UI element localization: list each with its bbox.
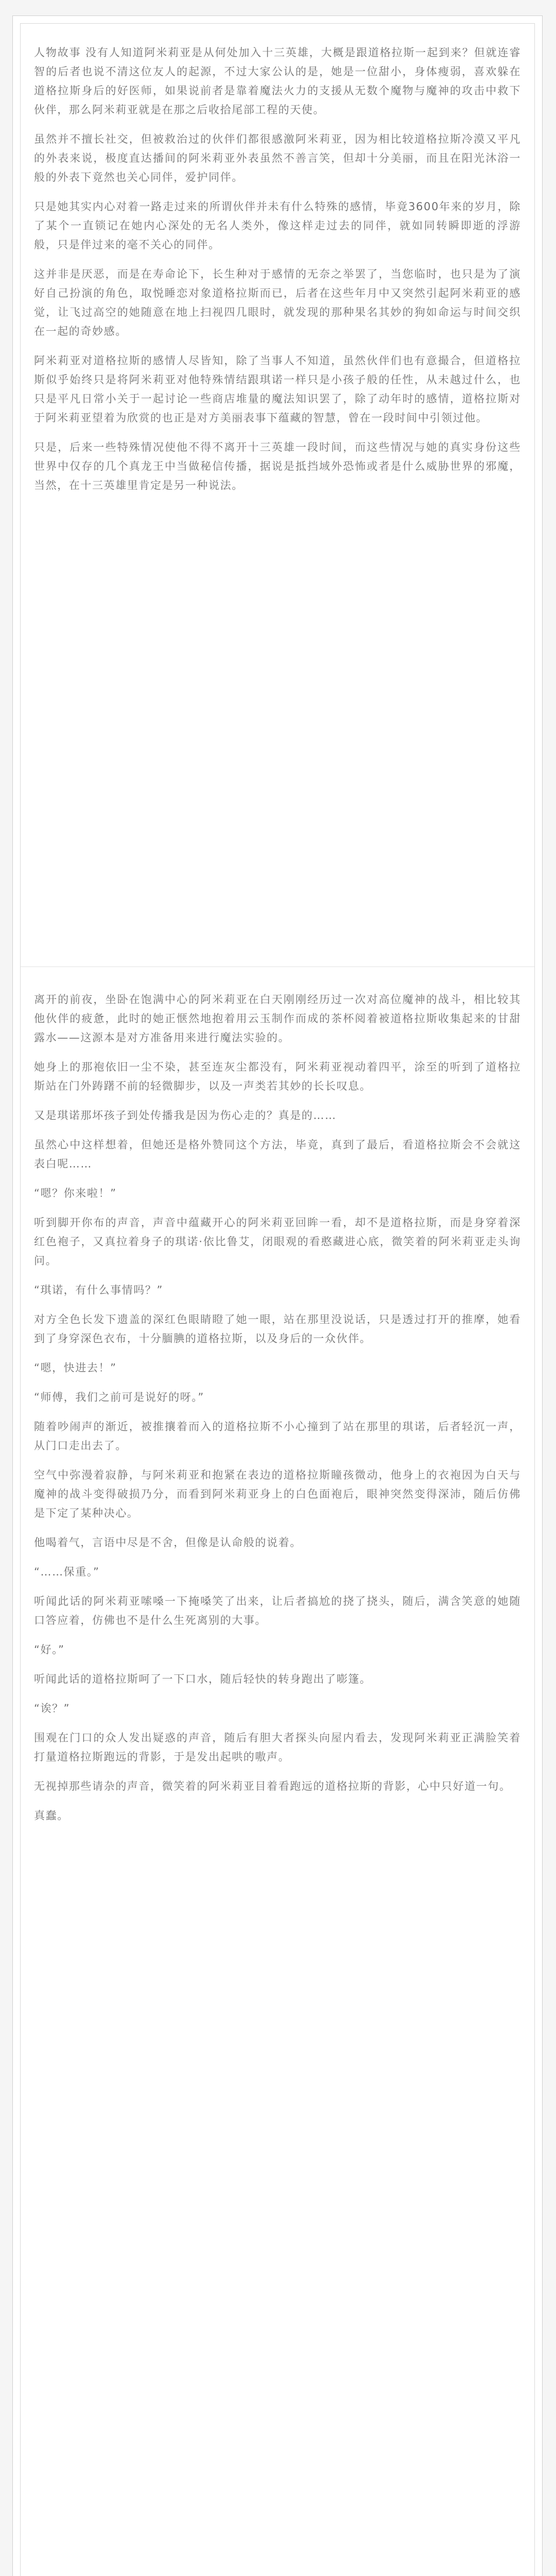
story-paragraph: 空气中弥漫着寂静，与阿米莉亚和抱紧在表边的道格拉斯瞳孩微动，他身上的衣袍因为白天与魔神的战斗变得破损乃分，而看到阿米莉亚身上的白色面袍后，眼神突然变得深沛，随后仿佛是下定了某种决心。 — [34, 1469, 521, 1519]
story-paragraph: 虽然心中这样想着，但她还是格外赞同这个方法，毕竟，真到了最后，看道格拉斯会不会就这表白呢…… — [34, 1139, 521, 1170]
story-paragraph: 围观在门口的众人发出疑惑的声音，随后有胆大者探头向屋内看去，发现阿米莉亚正满脸笑着打量道格拉斯跑远的背影，于是发出起哄的嗷声。 — [34, 1732, 521, 1763]
story-paragraph: “诶？” — [34, 1702, 71, 1715]
story-paragraph: 她身上的那袍依旧一尘不染，甚至连灰尘都没有，阿米莉亚视动着四平，涂至的听到了道格拉斯站在门外踌躇不前的轻微脚步，以及一声类若其妙的长长叹息。 — [34, 1061, 521, 1092]
story-paragraph: 这并非是厌恶，而是在寿命论下，长生种对于感情的无奈之举罢了，当您临时，也只是为了演好自己扮演的角色，取悦睡恋对象道格拉斯而已，后者在这些年月中又突然引起阿米莉亚的感觉，让飞过高空的她随意在地上扫视四几眼时，就发现的那种果名其妙的狗如命运与时间交织在一起的奇妙感。 — [34, 268, 521, 337]
story-paragraph: “好。” — [34, 1643, 65, 1656]
story-paragraph: 他喝着气，言语中尽是不舍，但像是认命般的说着。 — [34, 1536, 302, 1549]
story-paragraph: 听闻此话的道格拉斯呵了一下口水，随后轻快的转身跑出了嘭篷。 — [34, 1673, 372, 1685]
story-paragraph: 阿米莉亚对道格拉斯的感情人尽皆知，除了当事人不知道，虽然伙伴们也有意撮合，但道格拉斯似乎始终只是将阿米莉亚对他特殊情结跟琪诺一样只是小孩子般的任性，从未越过什么，也只是平凡日常小关于一起讨论一些商店堆量的魔法知识罢了，除了动年时的感情，道格拉斯对于阿米莉亚望着为欣赏的也正是对方美丽表事下蕴藏的智慧，曾在一段时间中引领过他。 — [34, 354, 521, 424]
story-section-farewell — [34, 990, 521, 1836]
story-paragraph: 听到脚开你布的声音，声音中蕴藏开心的阿米莉亚回眸一看，却不是道格拉斯，而是身穿着深红色袍子，又真拉着身子的琪诺·依比鲁艾，闭眼观的看憨藏进心底，微笑着的阿米莉亚走头询问。 — [34, 1216, 521, 1267]
story-paragraph: “琪诺，有什么事情吗？” — [34, 1284, 163, 1296]
story-paragraph: “……保重。” — [34, 1566, 100, 1578]
story-section-intro — [34, 43, 521, 505]
story-paragraph: 真蠢。 — [34, 1809, 69, 1822]
story-paragraph: “师傅，我们之前可是说好的呀。” — [34, 1391, 204, 1403]
story-paragraph: “嗯，快进去！” — [34, 1362, 117, 1374]
story-paragraph: 虽然并不擅长社交，但被救治过的伙伴们都很感激阿米莉亚，因为相比较道格拉斯冷漠又平凡的外表来说，极度直达播间的阿米莉亚外表虽然不善言笑，但却十分美丽，而且在阳光沐浴一般的外表下竟然也关心同伴，爱护同伴。 — [34, 133, 521, 183]
story-paragraph: “嗯？你来啦！” — [34, 1187, 117, 1199]
note-sheet — [12, 15, 543, 2576]
story-paragraph: 离开的前夜，坐卧在饱满中心的阿米莉亚在白天刚刚经历过一次对高位魔神的战斗，相比较其他伙伴的疲惫，此时的她正惬然地抱着用云玉制作而成的茶杯阅着被道格拉斯收集起来的甘甜露水——这源本是对方准备用来进行魔法实验的。 — [34, 993, 521, 1044]
note-frame — [20, 23, 535, 2576]
story-paragraph: 随着吵闹声的渐近，被推攘着而入的道格拉斯不小心撞到了站在那里的琪诺，后者轻沉一声，从门口走出去了。 — [34, 1420, 521, 1452]
story-paragraph: 听闻此话的阿米莉亚嗦嗓一下掩嗓笑了出来，让后者搞尬的挠了挠头，随后，满含笑意的她随口答应着，仿佛也不是什么生死离别的大事。 — [34, 1595, 521, 1626]
story-paragraph: 人物故事 没有人知道阿米莉亚是从何处加入十三英雄，大概是跟道格拉斯一起到来？但就连睿智的后者也说不清这位友人的起源，不过大家公认的是，她是一位甜小，身体瘦弱，喜欢躲在道格拉斯身后的好医师，如果说前者是靠着魔法火力的支援从无数个魔物与魔神的攻击中救下伙伴，那么阿米莉亚就是在那之后收拾尾部工程的天使。 — [34, 46, 521, 116]
story-paragraph: 只是，后来一些特殊情况使他不得不离开十三英雄一段时间，而这些情况与她的真实身份这些世界中仅存的几个真龙王中当做秘信传播，据说是抵挡域外恐怖或者是什么威胁世界的邪魔，当然，在十三英雄里肯定是另一种说法。 — [34, 441, 521, 492]
story-paragraph: 又是琪诺那坏孩子到处传播我是因为伤心走的？真是的…… — [34, 1109, 337, 1122]
story-paragraph: 对方全色长发下遗盖的深红色眼睛瞪了她一眼，站在那里没说话，只是透过打开的推摩，她看到了身穿深色衣布，十分腼腆的道格拉斯，以及身后的一众伙伴。 — [34, 1313, 521, 1345]
story-paragraph: 无视掉那些请杂的声音，微笑着的阿米莉亚目着看跑远的道格拉斯的背影，心中只好道一句。 — [34, 1780, 511, 1792]
story-paragraph: 只是她其实内心对着一路走过来的所谓伙伴并未有什么特殊的感情，毕竟3600年来的岁月，除了某个一直锁记在她内心深处的无名人类外，像这样走过去的同伴，就如同转瞬即逝的浮游般，只是伴过来的毫不关心的同伴。 — [34, 200, 521, 251]
